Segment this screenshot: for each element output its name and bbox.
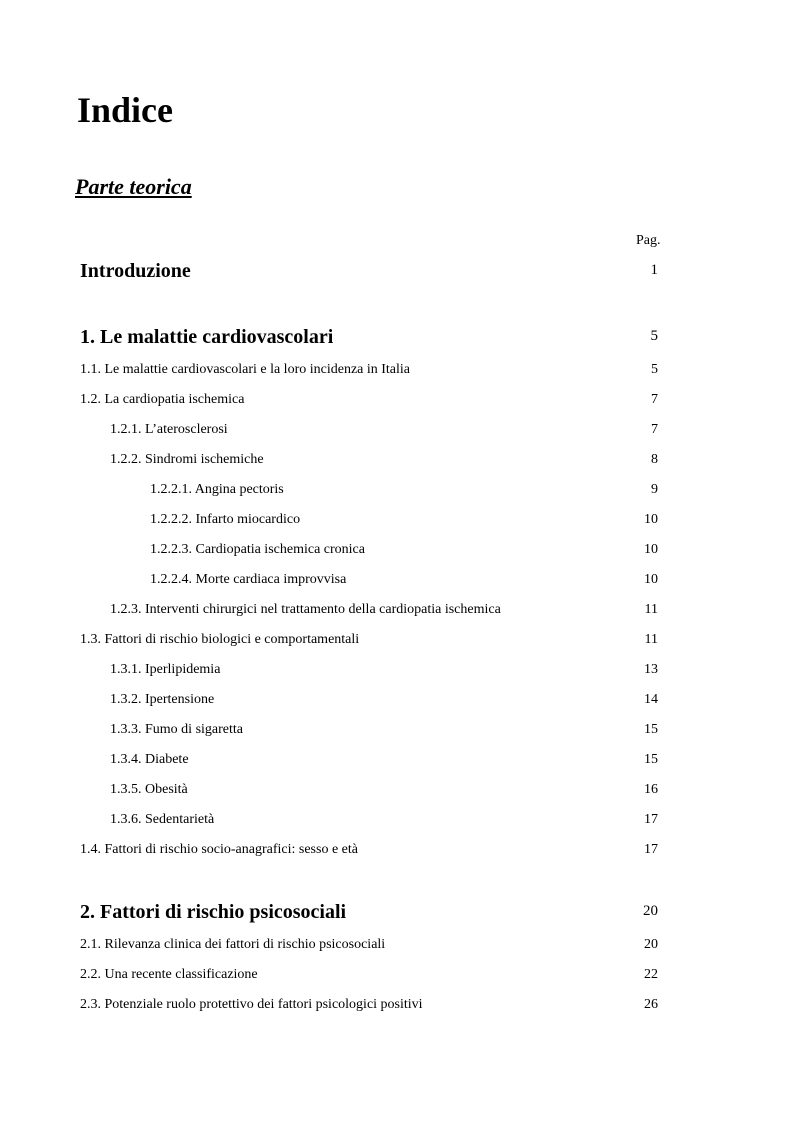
toc-entry[interactable]: [0, 483, 793, 507]
toc-entry[interactable]: [0, 998, 793, 1022]
toc-entry[interactable]: [0, 603, 793, 627]
toc-entry-page: 13: [644, 662, 658, 677]
toc-entry-title: 1.3.4. Diabete: [110, 752, 189, 767]
toc-entry-title: 1.3.2. Ipertensione: [110, 692, 215, 707]
toc-chapter[interactable]: [0, 902, 793, 926]
page-title: Indice: [77, 90, 174, 130]
toc-entry-title: 1.2. La cardiopatia ischemica: [80, 392, 245, 407]
toc-entry[interactable]: [0, 783, 793, 807]
page-column-label: Pag.: [636, 233, 661, 248]
toc-entry-page: 7: [651, 422, 658, 437]
toc-entry-title: 1.3.1. Iperlipidemia: [110, 662, 221, 677]
toc-entry-page: 15: [644, 752, 658, 767]
toc-entry[interactable]: [0, 543, 793, 567]
toc-entry-title: 2.1. Rilevanza clinica dei fattori di rischio psicosociali: [80, 937, 386, 952]
toc-entry[interactable]: [0, 938, 793, 962]
toc-entry-title: 1.2.2. Sindromi ischemiche: [110, 452, 264, 467]
toc-entry[interactable]: [0, 393, 793, 417]
toc-entry[interactable]: [0, 723, 793, 747]
toc-entry[interactable]: [0, 513, 793, 537]
toc-entry-page: 7: [651, 392, 658, 407]
toc-entry-title: Introduzione: [80, 260, 191, 282]
toc-entry-title: 1.1. Le malattie cardiovascolari e la loro incidenza in Italia: [80, 362, 411, 377]
toc-entry-title: 1. Le malattie cardiovascolari: [80, 326, 334, 348]
toc-entry-page: 20: [644, 937, 658, 952]
toc-entry-page: 11: [644, 632, 658, 647]
toc-entry-page: 1: [650, 262, 658, 278]
toc-entry-page: 16: [644, 782, 658, 797]
toc-entry-title: 1.3.3. Fumo di sigaretta: [110, 722, 243, 737]
toc-chapter[interactable]: [0, 327, 793, 351]
toc-entry[interactable]: [0, 363, 793, 387]
toc-entry[interactable]: [0, 753, 793, 777]
toc-entry-title: 1.2.2.4. Morte cardiaca improvvisa: [150, 572, 347, 587]
toc-entry-page: 5: [651, 362, 658, 377]
toc-entry[interactable]: [0, 633, 793, 657]
toc-chapter[interactable]: [0, 261, 793, 285]
toc-entry-page: 8: [651, 452, 658, 467]
toc-entry-title: 1.3.6. Sedentarietà: [110, 812, 215, 827]
toc-entry-page: 14: [644, 692, 658, 707]
toc-entry-title: 2.2. Una recente classificazione: [80, 967, 258, 982]
toc-entry-title: 1.3.5. Obesità: [110, 782, 188, 797]
toc-entry-page: 5: [650, 328, 658, 344]
toc-entry[interactable]: [0, 573, 793, 597]
toc-entry-page: 15: [644, 722, 658, 737]
toc-entry[interactable]: [0, 663, 793, 687]
toc-entry-page: 22: [644, 967, 658, 982]
toc-entry-title: 1.2.2.3. Cardiopatia ischemica cronica: [150, 542, 365, 557]
toc-entry[interactable]: [0, 968, 793, 992]
toc-entry-title: 1.2.2.2. Infarto miocardico: [150, 512, 301, 527]
toc-entry[interactable]: [0, 453, 793, 477]
toc-entry-title: 2. Fattori di rischio psicosociali: [80, 901, 347, 923]
toc-entry-page: 9: [651, 482, 658, 497]
toc-entry[interactable]: [0, 693, 793, 717]
toc-entry-page: 11: [644, 602, 658, 617]
toc-entry-title: 1.2.3. Interventi chirurgici nel trattamento della cardiopatia ischemica: [110, 602, 501, 617]
toc-entry-page: 10: [644, 512, 658, 527]
toc-entry[interactable]: [0, 813, 793, 837]
toc-entry-page: 26: [644, 997, 658, 1012]
toc-entry[interactable]: [0, 843, 793, 867]
toc-entry-page: 17: [644, 812, 658, 827]
toc-entry-title: 2.3. Potenziale ruolo protettivo dei fattori psicologici positivi: [80, 997, 423, 1012]
toc-entry-title: 1.4. Fattori di rischio socio-anagrafici: sesso e età: [80, 842, 358, 857]
toc-entry-title: 1.2.2.1. Angina pectoris: [150, 482, 284, 497]
toc-entry[interactable]: [0, 423, 793, 447]
toc-entry-page: 10: [644, 542, 658, 557]
section-title: Parte teorica: [75, 174, 192, 199]
toc-entry-page: 20: [643, 903, 658, 919]
toc-entry-title: 1.3. Fattori di rischio biologici e comportamentali: [80, 632, 360, 647]
toc-entry-page: 10: [644, 572, 658, 587]
toc-entry-title: 1.2.1. L’aterosclerosi: [110, 422, 228, 437]
toc-entry-page: 17: [644, 842, 658, 857]
